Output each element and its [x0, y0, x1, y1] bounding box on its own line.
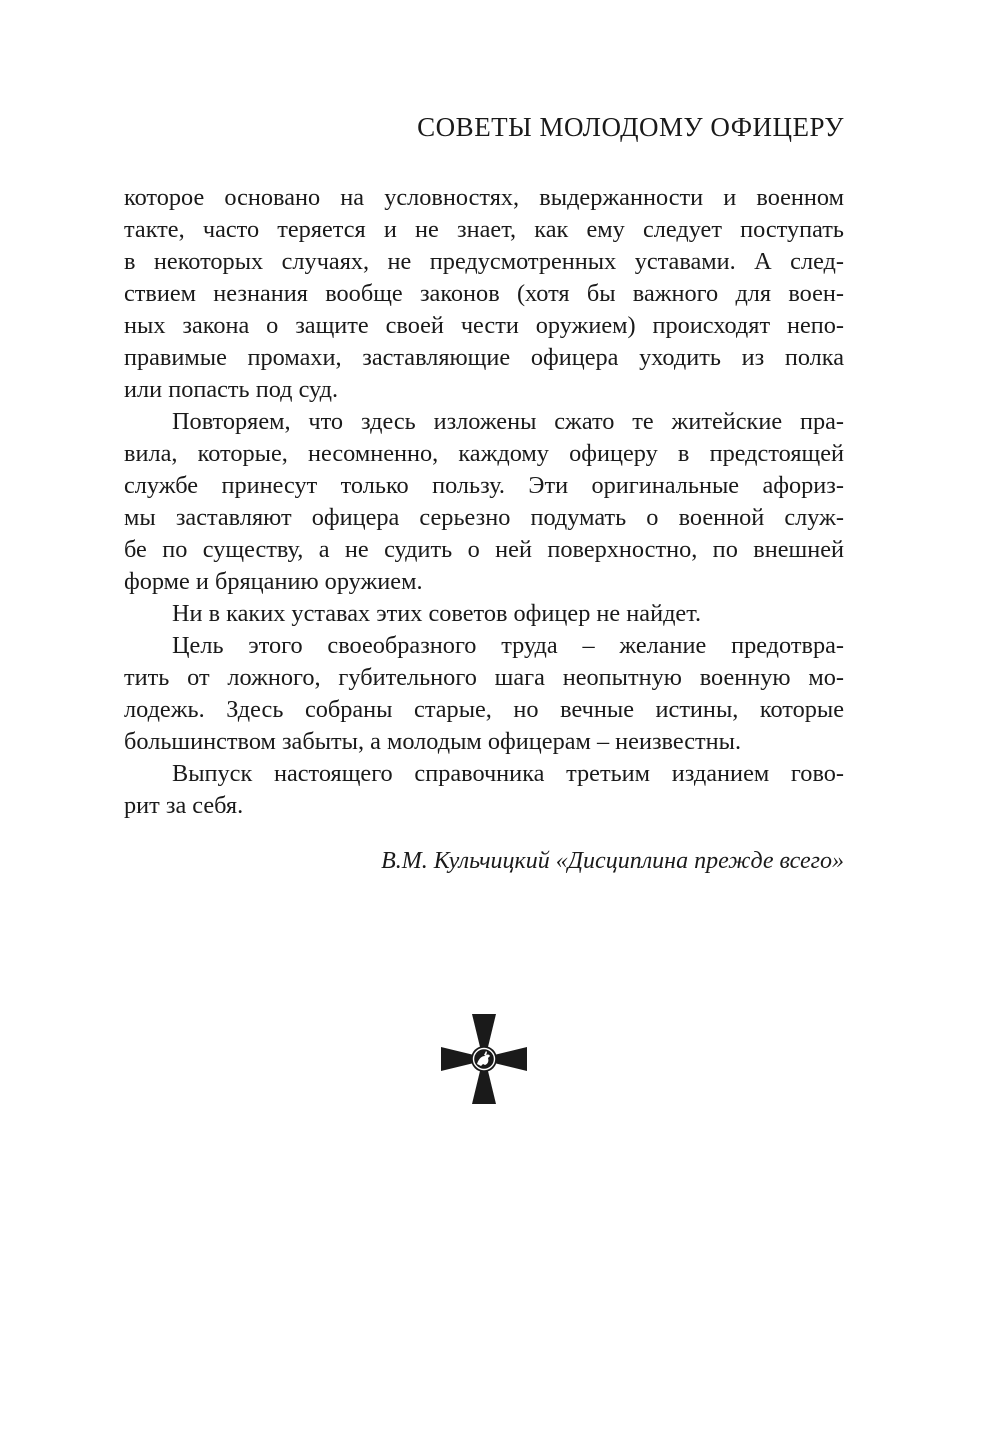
text-line: тить от ложного, губительного шага неопытную военную мо-	[124, 664, 844, 691]
text-line: службе принесут только пользу. Эти оригинальные афориз-	[124, 472, 844, 499]
text-line: такте, часто теряется и не знает, как ему следует поступать	[124, 216, 844, 243]
text-line: вила, которые, несомненно, каждому офицеру в предстоящей	[124, 440, 844, 467]
text-line: правимые промахи, заставляющие офицера уходить из полка	[124, 344, 844, 371]
text-line: рит за себя.	[124, 792, 244, 819]
running-title: СОВЕТЫ МОЛОДОМУ ОФИЦЕРУ	[417, 112, 844, 142]
text-line: которое основано на условностях, выдержанности и военном	[124, 184, 844, 211]
text-line: форме и бряцанию оружием.	[124, 568, 423, 595]
text-line: Повторяем, что здесь изложены сжато те житейские пра-	[172, 408, 844, 435]
text-line: Выпуск настоящего справочника третьим изданием гово-	[172, 760, 844, 787]
body-text	[124, 182, 844, 822]
text-line: Цель этого своеобразного труда – желание предотвра-	[172, 632, 844, 659]
text-line: ных закона о защите своей чести оружием) происходят непо-	[124, 312, 844, 339]
text-line: мы заставляют офицера серьезно подумать о военной служ-	[124, 504, 844, 531]
cross-emblem-icon	[441, 1014, 527, 1104]
text-line: лодежь. Здесь собраны старые, но вечные истины, которые	[124, 696, 844, 723]
text-line: бе по существу, а не судить о ней поверхностно, по внешней	[124, 536, 844, 563]
text-line: или попасть под суд.	[124, 376, 339, 403]
attribution: В.М. Кульчицкий «Дисциплина прежде всего»	[381, 848, 844, 874]
text-line: в некоторых случаях, не предусмотренных уставами. А след-	[124, 248, 844, 275]
text-line: большинством забыты, а молодым офицерам – неизвестны.	[124, 728, 742, 755]
text-line: Ни в каких уставах этих советов офицер не найдет.	[172, 600, 702, 627]
text-line: ствием незнания вообще законов (хотя бы важного для воен-	[124, 280, 844, 307]
